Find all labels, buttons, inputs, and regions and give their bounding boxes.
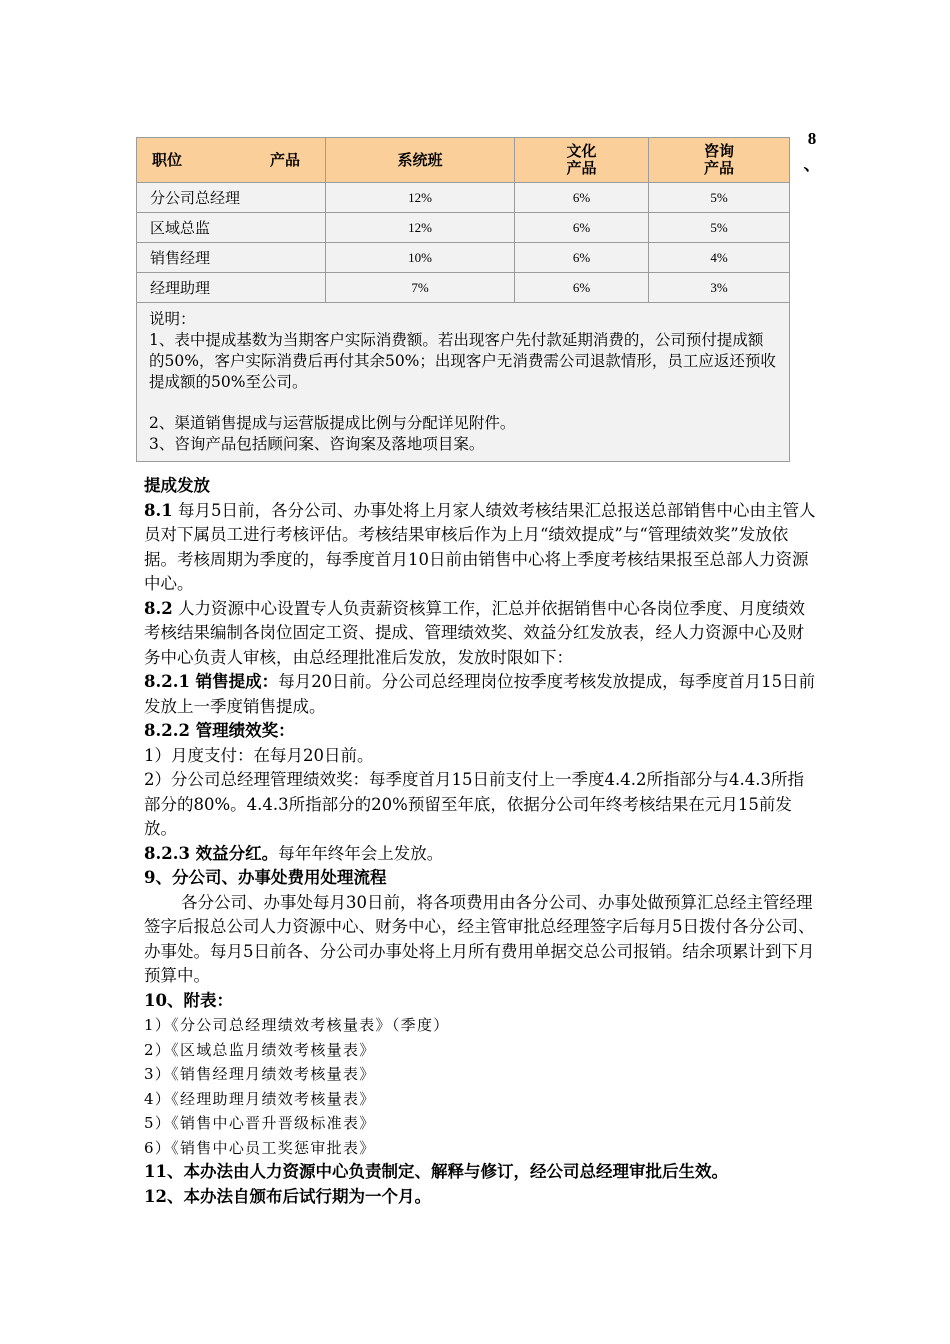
header-culture-line1: 文化 [566, 142, 597, 160]
consult-rate-cell: 4% [649, 243, 790, 273]
clause-number: 8.1 [144, 500, 173, 520]
role-cell: 区域总监 [137, 213, 326, 243]
commission-rate-table [136, 137, 790, 462]
attachment-item: 2）《区域总监月绩效考核量表》 [144, 1040, 376, 1059]
section-heading-10: 10、附表： [144, 990, 233, 1010]
header-product: 产品 [270, 150, 301, 169]
document-body [144, 474, 816, 1209]
consult-rate-cell: 3% [649, 273, 790, 303]
section-heading-9: 9、分公司、办事处费用处理流程 [144, 868, 387, 887]
clause-text: 每年年终年会上发放。 [278, 843, 444, 863]
section-heading-commission-payout: 提成发放 [144, 476, 210, 495]
table-row [137, 183, 790, 213]
role-cell: 销售经理 [137, 243, 326, 273]
table-row [137, 243, 790, 273]
paragraph-8-2-2-item-2: 2）分公司总经理管理绩效奖：每季度首月15日前支付上一季度4.4.2所指部分与4.4.3所指部分的80%。4.4.3所指部分的20%预留至年底，依据分公司年终考核结果在元月15前发放。 [144, 770, 804, 838]
header-consult-line2: 产品 [703, 159, 734, 177]
table-header-row [137, 138, 790, 183]
clause-text: 每月5日前，各分公司、办事处将上月家人绩效考核结果汇总报送总部销售中心由主管人员对下属员工进行考核评估。考核结果审核后作为上月“绩效提成”与“管理绩效奖”发放依据。考核周期为季度的，每季度首月10日前由销售中心将上季度考核结果报至总部人力资源中心。 [144, 500, 816, 593]
header-consult-product [649, 138, 790, 183]
paragraph-8-2 [144, 597, 816, 671]
section-number-comma: 、 [803, 155, 821, 174]
clause-number: 8.2 [144, 598, 173, 618]
paragraph-8-2-3 [144, 842, 816, 867]
paragraph-8-1 [144, 499, 816, 597]
attachment-item: 6）《销售中心员工奖惩审批表》 [144, 1138, 376, 1157]
attachment-item: 1）《分公司总经理绩效考核量表》（季度） [144, 1016, 450, 1034]
consult-rate-cell: 5% [649, 213, 790, 243]
clause-label: 8.2.1 销售提成： [144, 672, 279, 691]
culture-rate-cell: 6% [515, 213, 649, 243]
note-line-3: 3、咨询产品包括顾问案、咨询案及落地项目案。 [149, 435, 485, 453]
note-title: 说明： [149, 310, 196, 328]
header-system-class: 系统班 [326, 138, 515, 183]
system-rate-cell: 12% [326, 183, 515, 213]
paragraph-8-2-1 [144, 670, 816, 719]
table-note-row [137, 303, 790, 462]
role-cell: 经理助理 [137, 273, 326, 303]
section-12: 12、本办法自颁布后试行期为一个月。 [144, 1186, 431, 1206]
paragraph-8-2-2-label: 8.2.2 管理绩效奖： [144, 721, 295, 740]
header-position: 职位 [152, 150, 183, 169]
section-11: 11、本办法由人力资源中心负责制定、解释与修订，经公司总经理审批后生效。 [144, 1162, 728, 1181]
culture-rate-cell: 6% [515, 183, 649, 213]
note-line-2: 2、渠道销售提成与运营版提成比例与分配详见附件。 [149, 414, 516, 432]
system-rate-cell: 10% [326, 243, 515, 273]
culture-rate-cell: 6% [515, 273, 649, 303]
role-cell: 分公司总经理 [137, 183, 326, 213]
note-line-1: 1、表中提成基数为当期客户实际消费额。若出现客户先付款延期消费的，公司预付提成额的50%，客户实际消费后再付其余50%；出现客户无消费需公司退款情形，员工应返还预收提成额的50%至公司。 [149, 331, 776, 391]
header-consult-line1: 咨询 [703, 142, 734, 160]
header-culture-line2: 产品 [566, 159, 597, 177]
section-9-text: 各分公司、办事处每月30日前，将各项费用由各分公司、办事处做预算汇总经主管经理签字后报总公司人力资源中心、财务中心，经主管审批总经理签字后每月5日拨付各分公司、办事处。每月5日前各、分公司办事处将上月所有费用单据交总公司报销。结余项累计到下月预算中。 [144, 892, 815, 985]
clause-text: 人力资源中心设置专人负责薪资核算工作，汇总并依据销售中心各岗位季度、月度绩效考核结果编制各岗位固定工资、提成、管理绩效奖、效益分红发放表，经人力资源中心及财务中心负责人审核，由总经理批准后发放，发放时限如下： [144, 598, 805, 667]
paragraph-8-2-2-item-1: 1）月度支付：在每月20日前。 [144, 745, 374, 765]
table-row [137, 273, 790, 303]
system-rate-cell: 12% [326, 213, 515, 243]
clause-label: 8.2.3 效益分红。 [144, 843, 279, 863]
system-rate-cell: 7% [326, 273, 515, 303]
culture-rate-cell: 6% [515, 243, 649, 273]
header-culture-product [515, 138, 649, 183]
section-number-mark [800, 126, 824, 178]
section-number: 8 [807, 129, 817, 148]
attachment-item: 5）《销售中心晋升晋级标准表》 [144, 1114, 376, 1132]
attachment-item: 3）《销售经理月绩效考核量表》 [144, 1065, 376, 1083]
table-note [137, 303, 790, 462]
header-position-product [137, 138, 326, 183]
consult-rate-cell: 5% [649, 183, 790, 213]
attachment-item: 4）《经理助理月绩效考核量表》 [144, 1089, 376, 1108]
clause-text: 每月20日前。分公司总经理岗位按季度考核发放提成，每季度首月15日前发放上一季度销售提成。 [144, 672, 816, 716]
table-row [137, 213, 790, 243]
